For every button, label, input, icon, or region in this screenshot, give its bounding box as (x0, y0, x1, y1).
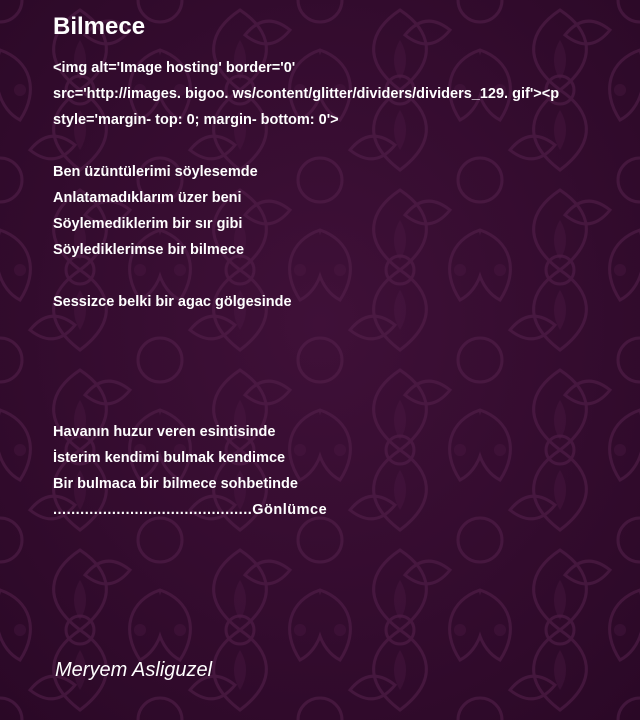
poem-line: <img alt='Image hosting' border='0' (53, 60, 296, 76)
stanza-break (53, 263, 633, 289)
poem-line: Anlatamadıklarım üzer beni (53, 190, 242, 206)
stanza-break (53, 393, 633, 419)
poem-line: Havanın huzur veren esintisinde (53, 424, 276, 440)
poem-line: Sessizce belki bir agac gölgesinde (53, 294, 292, 310)
poem-body (53, 55, 633, 523)
poem-line: src='http://images. bigoo. ws/content/glitter/dividers/dividers_129. gif'><p (53, 86, 560, 102)
poem-line: İsterim kendimi bulmak kendimce (53, 450, 286, 466)
stanza-break (53, 133, 633, 159)
stanza-break (53, 315, 633, 393)
poem-line: Söylemediklerim bir sır gibi (53, 216, 243, 232)
poem-line: Ben üzüntülerimi söylesemde (53, 164, 258, 180)
poem-author: Meryem Asliguzel (55, 659, 213, 681)
poem-line: style='margin- top: 0; margin- bottom: 0'> (53, 112, 339, 128)
poem-line: Bir bulmaca bir bilmece sohbetinde (53, 476, 298, 492)
poem-line: ............................................Gönlümce (53, 502, 328, 518)
poem-line: Söylediklerimse bir bilmece (53, 242, 245, 258)
poem-title: Bilmece (53, 13, 146, 40)
